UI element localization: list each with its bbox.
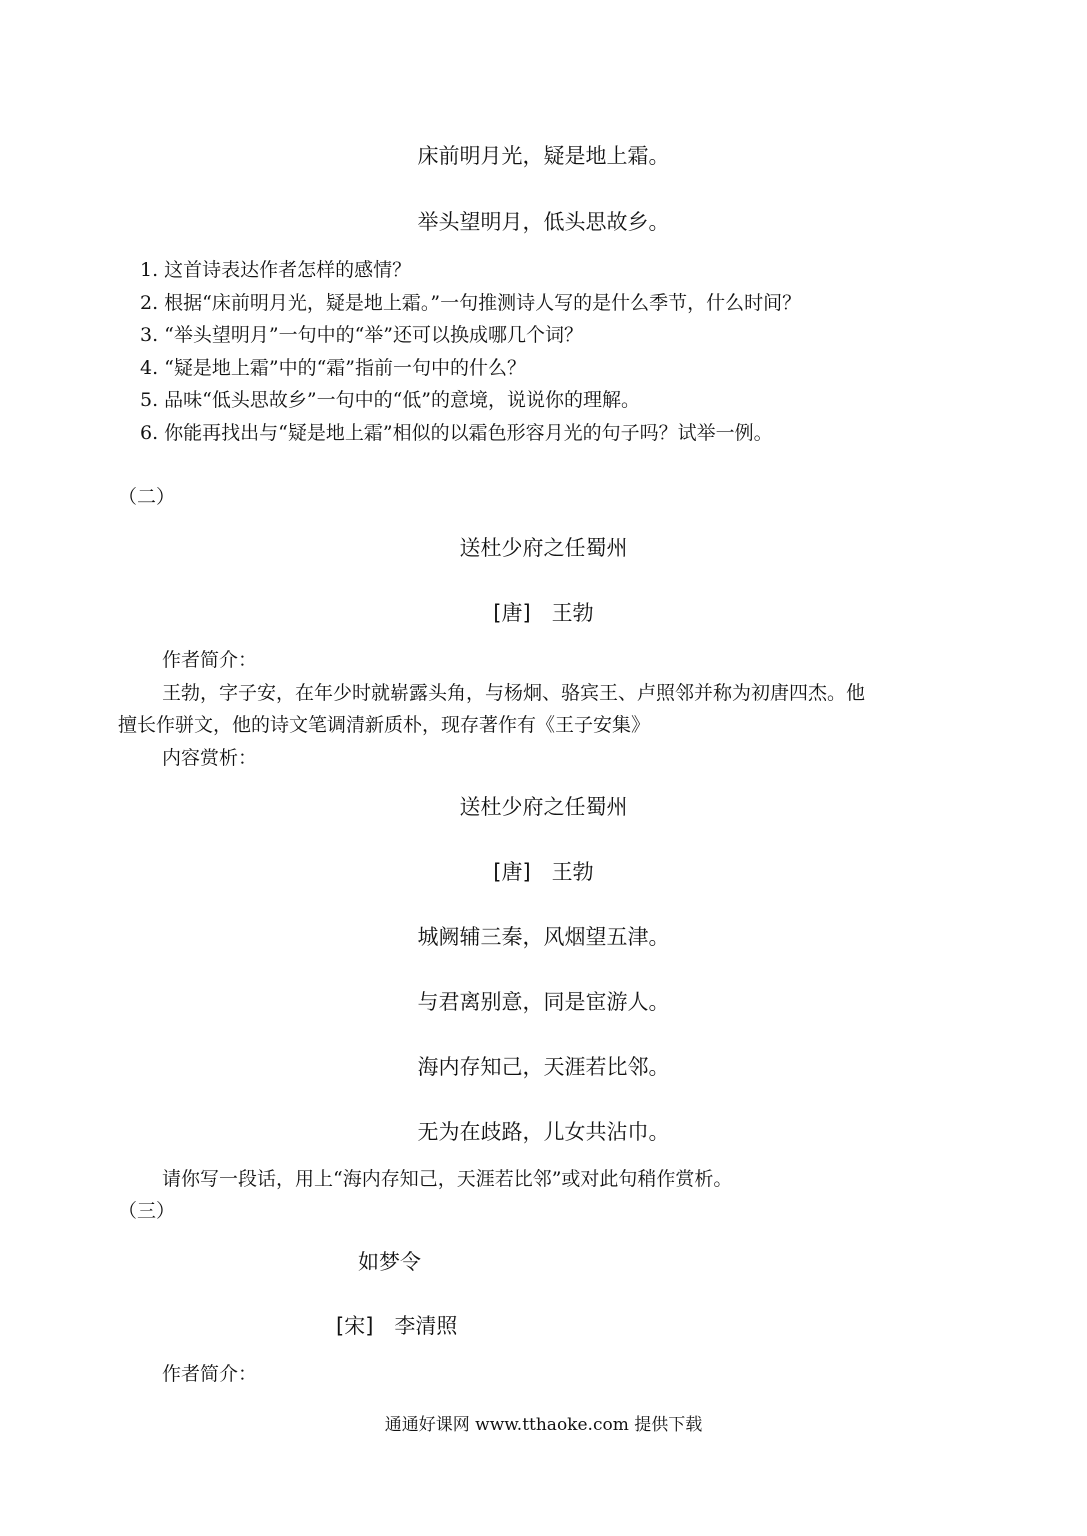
- poem-title: 如梦令: [358, 1250, 421, 1274]
- question-item: 3. “举头望明月”一句中的“举”还可以换成哪几个词？: [140, 324, 584, 346]
- poem-author: [唐] 王勃: [493, 860, 594, 884]
- poem-line: 无为在歧路，儿女共沾巾。: [417, 1120, 670, 1144]
- poem-line: 海内存知己，天涯若比邻。: [417, 1055, 670, 1079]
- question-item: 5. 品味“低头思故乡”一句中的“低”的意境，说说你的理解。: [140, 389, 641, 411]
- poem-author: [宋] 李清照: [336, 1314, 458, 1338]
- poem-line: 床前明月光，疑是地上霜。: [417, 144, 670, 168]
- author-intro-label: 作者简介：: [162, 1363, 258, 1385]
- author-intro-text: 擅长作骈文，他的诗文笔调清新质朴，现存著作有《王子安集》: [118, 714, 651, 736]
- poem-line: 与君离别意，同是宦游人。: [417, 990, 670, 1014]
- question-item: 1. 这首诗表达作者怎样的感情？: [140, 259, 412, 281]
- question-item: 4. “疑是地上霜”中的“霜”指前一句中的什么？: [140, 357, 527, 379]
- poem-line: 城阙辅三秦，风烟望五津。: [417, 925, 670, 949]
- section-heading: （二）: [118, 486, 176, 508]
- question-item: 2. 根据“床前明月光，疑是地上霜。”一句推测诗人写的是什么季节，什么时间？: [140, 292, 802, 314]
- poem-author: [唐] 王勃: [493, 601, 594, 625]
- analysis-label: 内容赏析：: [162, 747, 258, 769]
- question-item: 6. 你能再找出与“疑是地上霜”相似的以霜色形容月光的句子吗？试举一例。: [140, 422, 773, 444]
- poem-title: 送杜少府之任蜀州: [459, 795, 628, 819]
- author-intro-text: 王勃，字子安，在年少时就崭露头角，与杨炯、骆宾王、卢照邻并称为初唐四杰。他: [162, 682, 866, 704]
- page-footer: 通通好课网 www.tthaoke.com 提供下载: [384, 1415, 703, 1435]
- poem-title: 送杜少府之任蜀州: [459, 536, 628, 560]
- author-intro-label: 作者简介：: [162, 649, 258, 671]
- section-heading: （三）: [118, 1200, 176, 1222]
- poem-line: 举头望明月，低头思故乡。: [417, 210, 670, 234]
- task-prompt: 请你写一段话，用上“海内存知己，天涯若比邻”或对此句稍作赏析。: [162, 1168, 733, 1190]
